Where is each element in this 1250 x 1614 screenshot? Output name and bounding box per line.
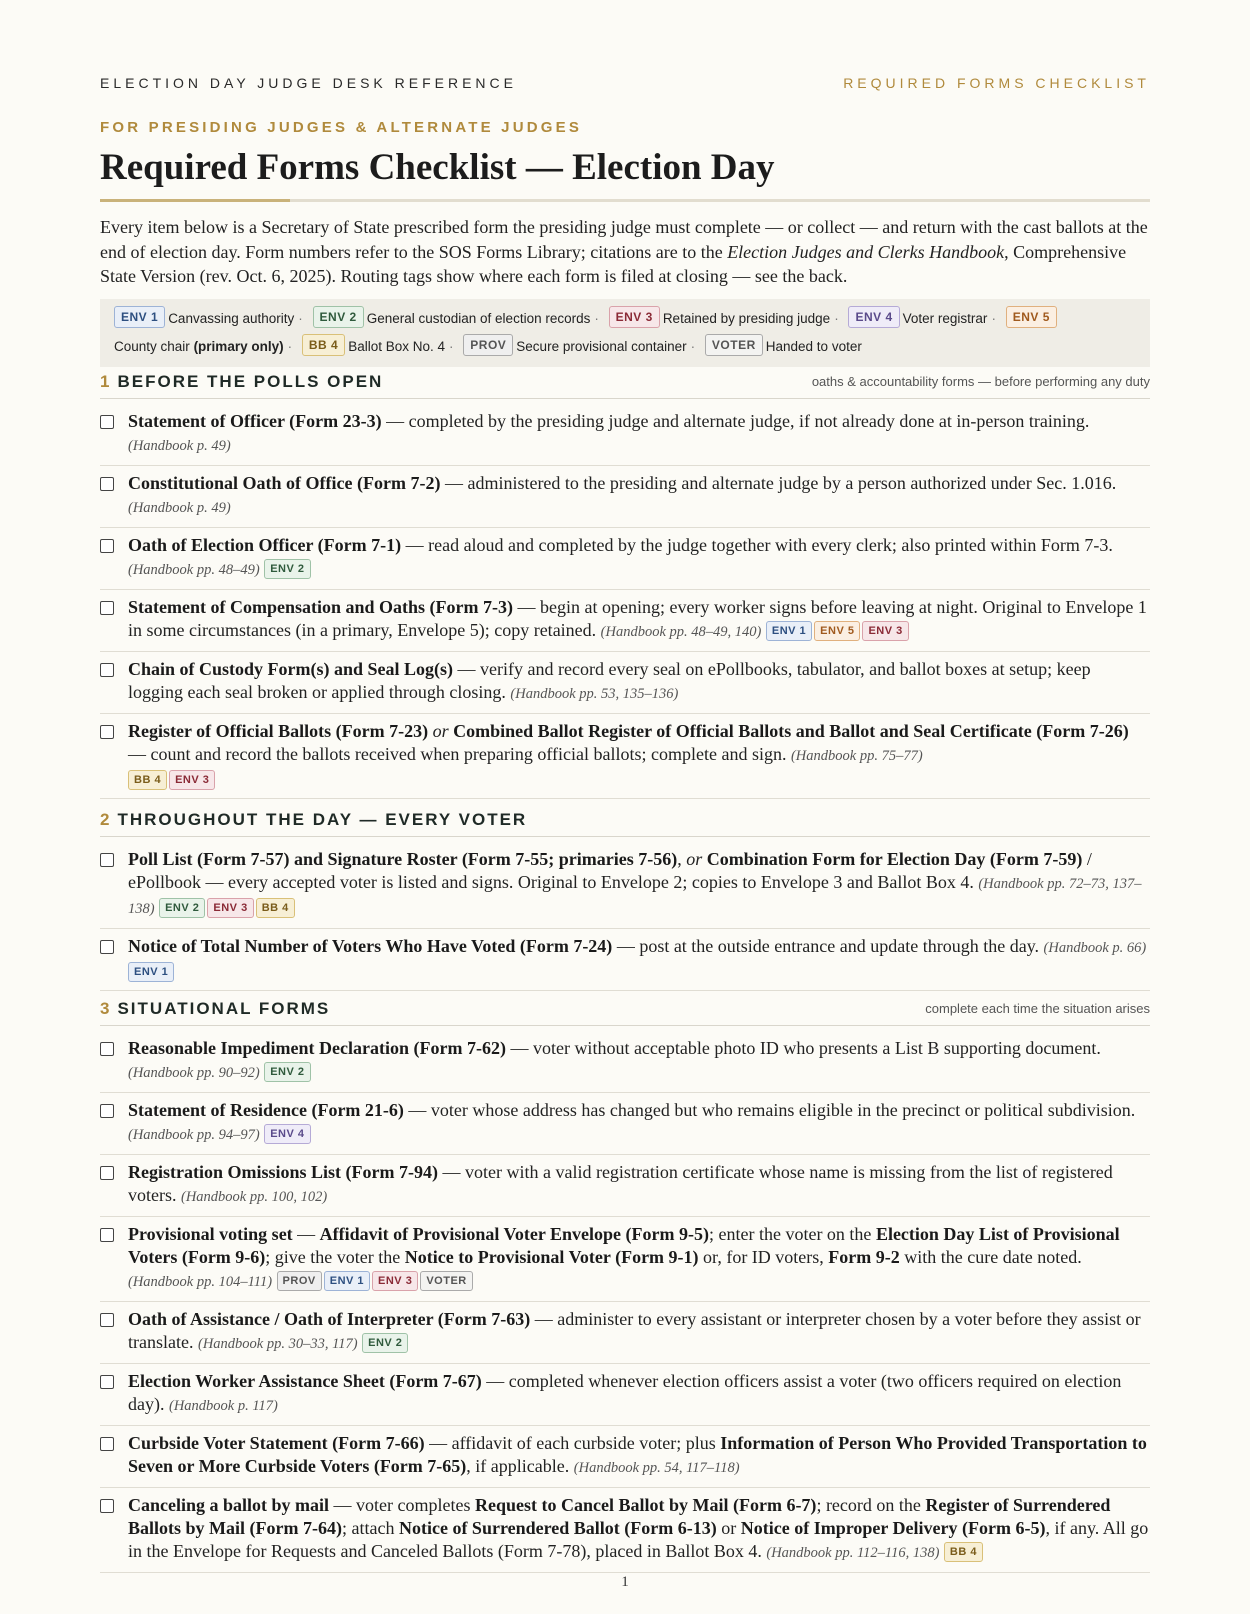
- form-name: Poll List (Form 7-57) and Signature Roster (Form 7-55; primaries 7-56): [128, 849, 678, 869]
- form-name: Reasonable Impediment Declaration (Form 7-62): [128, 1038, 506, 1058]
- item-text: ; enter the voter on the: [708, 1224, 876, 1244]
- section-heading-situational: [100, 999, 1150, 1026]
- handbook-citation: (Handbook pp. 94–97): [128, 1127, 260, 1143]
- legend-separator: ·: [690, 339, 696, 354]
- form-name: Form 9-2: [828, 1247, 900, 1267]
- handbook-citation: (Handbook pp. 48–49, 140): [600, 624, 762, 640]
- item-text: or, for ID voters,: [698, 1247, 829, 1267]
- handbook-citation: (Handbook pp. 30–33, 117): [197, 1336, 358, 1352]
- legend-label: Voter registrar: [902, 311, 988, 326]
- routing-tag-env2: ENV 2: [264, 559, 310, 579]
- running-header-right: REQUIRED FORMS CHECKLIST: [843, 75, 1150, 91]
- item-text: — administered to the presiding and alternate judge by a person authorized under Sec. 1.016.: [440, 473, 1117, 493]
- form-name: Notice of Surrendered Ballot (Form 6-13): [398, 1518, 717, 1538]
- checkbox[interactable]: [100, 663, 114, 677]
- handbook-citation: (Handbook pp. 53, 135–136): [510, 686, 679, 702]
- item-text: — voter without acceptable photo ID who presents a List B supporting document.: [505, 1038, 1101, 1058]
- title-rule: [100, 199, 1150, 202]
- checkbox[interactable]: [100, 1375, 114, 1389]
- legend-tag-env5: ENV 5: [1006, 306, 1057, 328]
- routing-legend: [100, 299, 1150, 367]
- checkbox[interactable]: [100, 1104, 114, 1118]
- checklist-item: [100, 1302, 1150, 1364]
- section-heading-throughout-day: [100, 810, 1150, 837]
- handbook-citation: (Handbook pp. 112–116, 138): [766, 1545, 940, 1561]
- legend-label: Canvassing authority: [168, 311, 295, 326]
- form-name: Election Day List of Provisional Voters (Form 9-6): [128, 1224, 1120, 1267]
- routing-tag-env2: ENV 2: [264, 1062, 310, 1082]
- handbook-citation: (Handbook p. 49): [128, 438, 231, 454]
- routing-tag-prov: PROV: [277, 1271, 322, 1291]
- legend-tag-env4: ENV 4: [848, 306, 899, 328]
- form-name: Statement of Officer (Form 23-3): [128, 411, 382, 431]
- running-header: [100, 75, 1150, 91]
- routing-tag-env1: ENV 1: [324, 1271, 370, 1291]
- checklist-item: [100, 1217, 1150, 1302]
- item-text: with the cure date noted.: [899, 1247, 1082, 1267]
- item-text: —: [292, 1224, 320, 1244]
- section-title: SITUATIONAL FORMS: [117, 999, 331, 1018]
- form-name: Provisional voting set: [128, 1224, 293, 1244]
- checkbox[interactable]: [100, 940, 114, 954]
- form-name: Statement of Residence (Form 21-6): [128, 1100, 404, 1120]
- legend-separator: ·: [834, 311, 839, 326]
- legend-tag-prov: PROV: [463, 334, 513, 356]
- form-name: Combined Ballot Register of Official Ballots and Ballot and Seal Certificate (Form 7-26): [448, 721, 1129, 741]
- section-note: oaths & accountability forms — before performing any duty: [811, 374, 1150, 389]
- checklist-item: [100, 466, 1150, 528]
- checkbox[interactable]: [100, 1228, 114, 1242]
- checklist-item: [100, 404, 1150, 466]
- routing-tag-voter: VOTER: [420, 1271, 472, 1291]
- page-title: Required Forms Checklist — Election Day: [100, 147, 775, 188]
- running-header-left: ELECTION DAY JUDGE DESK REFERENCE: [100, 75, 517, 91]
- routing-tag-env3: ENV 3: [372, 1271, 418, 1291]
- handbook-citation: (Handbook pp. 72–73, 137–138): [128, 876, 1142, 917]
- handbook-citation: (Handbook pp. 90–92): [128, 1065, 260, 1081]
- checklist-item: [100, 652, 1150, 714]
- item-text: ,: [677, 849, 687, 869]
- form-name: Register of Surrendered Ballots by Mail (Form 7-64): [128, 1495, 1111, 1538]
- routing-tag-env2: ENV 2: [362, 1333, 408, 1353]
- intro-paragraph: [100, 215, 1150, 289]
- page-number: 1: [621, 1574, 629, 1590]
- checklist-item: [100, 1031, 1150, 1093]
- handbook-citation: (Handbook pp. 54, 117–118): [573, 1460, 740, 1476]
- legend-tag-bb4: BB 4: [302, 334, 345, 356]
- legend-label-emphasis: (primary only): [193, 339, 284, 354]
- checkbox[interactable]: [100, 1166, 114, 1180]
- checkbox[interactable]: [100, 601, 114, 615]
- form-name: Registration Omissions List (Form 7-94): [128, 1162, 438, 1182]
- checkbox[interactable]: [100, 1437, 114, 1451]
- item-text: ; attach: [341, 1518, 399, 1538]
- checkbox[interactable]: [100, 725, 114, 739]
- item-text: — read aloud and completed by the judge together with every clerk; also printed within Form 7-3.: [401, 535, 1113, 555]
- checklist-item: [100, 1364, 1150, 1426]
- item-text: ; give the voter the: [265, 1247, 405, 1267]
- section-note: complete each time the situation arises: [925, 1001, 1150, 1016]
- routing-tag-bb4: BB 4: [944, 1542, 983, 1562]
- form-name: Oath of Election Officer (Form 7-1): [128, 535, 402, 555]
- handbook-citation: (Handbook p. 66): [1043, 940, 1147, 956]
- item-text: — voter with a valid registration certificate whose name is missing from the list of registered voters.: [128, 1162, 1113, 1205]
- form-name: Constitutional Oath of Office (Form 7-2): [128, 473, 441, 493]
- legend-tag-env1: ENV 1: [114, 306, 165, 328]
- item-conjunction: or: [432, 721, 449, 741]
- handbook-citation: (Handbook pp. 48–49): [128, 562, 260, 578]
- checkbox[interactable]: [100, 415, 114, 429]
- legend-tag-env2: ENV 2: [313, 306, 364, 328]
- legend-label: Secure provisional container: [516, 339, 687, 354]
- intro-handbook-title: Election Judges and Clerks Handbook: [727, 241, 1005, 262]
- legend-separator: ·: [449, 339, 454, 354]
- form-name: Canceling a ballot by mail: [128, 1495, 330, 1515]
- routing-tag-env4: ENV 4: [264, 1124, 310, 1144]
- form-name: Chain of Custody Form(s) and Seal Log(s): [128, 659, 454, 679]
- item-text: — post at the outside entrance and update through the day.: [612, 936, 1044, 956]
- routing-tag-env3: ENV 3: [862, 621, 908, 641]
- checklist-item: [100, 929, 1150, 991]
- checkbox[interactable]: [100, 1499, 114, 1513]
- checklist-item: [100, 714, 1150, 799]
- section-title: BEFORE THE POLLS OPEN: [117, 372, 384, 391]
- item-text: — voter whose address has changed but who remains eligible in the precinct or political subdivision.: [403, 1100, 1136, 1120]
- form-name: Oath of Assistance / Oath of Interpreter (Form 7-63): [128, 1309, 531, 1329]
- legend-label: Handed to voter: [765, 339, 862, 354]
- form-name: Request to Cancel Ballot by Mail (Form 6-7): [474, 1495, 817, 1515]
- section-number: 3: [100, 999, 112, 1018]
- legend-tag-voter: VOTER: [705, 334, 763, 356]
- checkbox[interactable]: [100, 853, 114, 867]
- routing-tag-bb4: BB 4: [128, 770, 167, 790]
- routing-tag-env3: ENV 3: [207, 898, 253, 918]
- item-text: — completed by the presiding judge and alternate judge, if not already done at in-person training.: [381, 411, 1090, 431]
- item-text: — voter completes: [329, 1495, 475, 1515]
- legend-label: County chair: [114, 339, 190, 354]
- checklist-throughout-day: [100, 842, 1150, 991]
- handbook-citation: (Handbook p. 49): [128, 500, 231, 516]
- form-name: Affidavit of Provisional Voter Envelope (Form 9-5): [319, 1224, 709, 1244]
- form-name: Register of Official Ballots (Form 7-23): [128, 721, 433, 741]
- checklist-before-polls: [100, 404, 1150, 799]
- kicker: FOR PRESIDING JUDGES & ALTERNATE JUDGES: [100, 119, 583, 136]
- section-title: THROUGHOUT THE DAY — EVERY VOTER: [117, 810, 528, 829]
- legend-separator: ·: [594, 311, 599, 326]
- routing-tag-env3: ENV 3: [169, 770, 215, 790]
- form-name: Notice of Improper Delivery (Form 6-5): [740, 1518, 1046, 1538]
- form-name: Election Worker Assistance Sheet (Form 7-67): [128, 1371, 482, 1391]
- checklist-item: [100, 1093, 1150, 1155]
- routing-tag-bb4: BB 4: [256, 898, 295, 918]
- item-text: , if applicable.: [466, 1456, 574, 1476]
- item-text: — begin at opening; every worker signs before leaving at night. Original to Envelope 1 in some circumstances (in a primary, Envelope 5); copy retained.: [128, 597, 1147, 640]
- checkbox[interactable]: [100, 477, 114, 491]
- item-text: — affidavit of each curbside voter; plus: [424, 1433, 721, 1453]
- routing-tag-env1: ENV 1: [128, 962, 174, 982]
- legend-label: General custodian of election records: [366, 311, 591, 326]
- checklist-item: [100, 528, 1150, 590]
- form-name: Curbside Voter Statement (Form 7-66): [128, 1433, 425, 1453]
- section-heading-before-polls: [100, 372, 1150, 399]
- item-text: , if any. All go in the Envelope for Requests and Canceled Ballots (Form 7-78), placed in Ballot Box 4.: [128, 1518, 1149, 1561]
- form-name: Statement of Compensation and Oaths (Form 7-3): [128, 597, 513, 617]
- item-text: / ePollbook — every accepted voter is listed and signs. Original to Envelope 2; copies to Envelope 3 and Ballot Box 4.: [128, 849, 1092, 892]
- legend-label: Retained by presiding judge: [662, 311, 831, 326]
- item-text: — verify and record every seal on ePollbooks, tabulator, and ballot boxes at setup; keep logging each seal broken or applied through closing.: [128, 659, 1091, 702]
- routing-tag-env5: ENV 5: [814, 621, 860, 641]
- intro-text-1: Every item below is a Secretary of State prescribed form the presiding judge must complete — or collect — and return with the cast ballots at the end of election day. Form numbers refer to the SOS Forms Library; citations are to the: [100, 217, 1148, 262]
- item-text: — completed whenever election officers assist a voter (two officers required on election day).: [128, 1371, 1122, 1414]
- legend-separator: ·: [287, 339, 293, 354]
- checklist-item: [100, 1488, 1150, 1573]
- intro-text-2: , Comprehensive State Version (rev. Oct. 6, 2025). Routing tags show where each form is filed at closing — see the back.: [100, 241, 1127, 286]
- form-name: Notice to Provisional Voter (Form 9-1): [404, 1247, 699, 1267]
- routing-tag-env1: ENV 1: [766, 621, 812, 641]
- handbook-citation: (Handbook pp. 100, 102): [181, 1189, 328, 1205]
- section-number: 2: [100, 810, 112, 829]
- legend-tag-env3: ENV 3: [609, 306, 660, 328]
- legend-separator: ·: [991, 311, 996, 326]
- legend-separator: ·: [298, 311, 303, 326]
- checklist-item: [100, 1155, 1150, 1217]
- item-text: or: [716, 1518, 741, 1538]
- form-name: Notice of Total Number of Voters Who Have Voted (Form 7-24): [128, 936, 613, 956]
- item-text: — count and record the ballots received when preparing official ballots; complete and sign.: [128, 744, 791, 764]
- checkbox[interactable]: [100, 1042, 114, 1056]
- checklist-item: [100, 842, 1150, 929]
- handbook-citation: (Handbook p. 117): [168, 1398, 278, 1414]
- checklist-item: [100, 1426, 1150, 1488]
- item-text: — administer to every assistant or interpreter chosen by a voter before they assist or translate.: [128, 1309, 1141, 1352]
- item-text: ; record on the: [816, 1495, 926, 1515]
- checklist-item: [100, 590, 1150, 652]
- section-number: 1: [100, 372, 112, 391]
- routing-tag-env2: ENV 2: [159, 898, 205, 918]
- item-conjunction: or: [686, 849, 703, 869]
- handbook-citation: (Handbook pp. 75–77): [790, 748, 923, 764]
- checklist-situational: [100, 1031, 1150, 1573]
- checkbox[interactable]: [100, 1313, 114, 1327]
- legend-label: Ballot Box No. 4: [348, 339, 446, 354]
- form-name: Combination Form for Election Day (Form 7-59): [702, 849, 1083, 869]
- form-name: Information of Person Who Provided Transportation to Seven or More Curbside Voters (Form 7-65): [128, 1433, 1147, 1476]
- handbook-citation: (Handbook pp. 104–111): [128, 1274, 273, 1290]
- checkbox[interactable]: [100, 539, 114, 553]
